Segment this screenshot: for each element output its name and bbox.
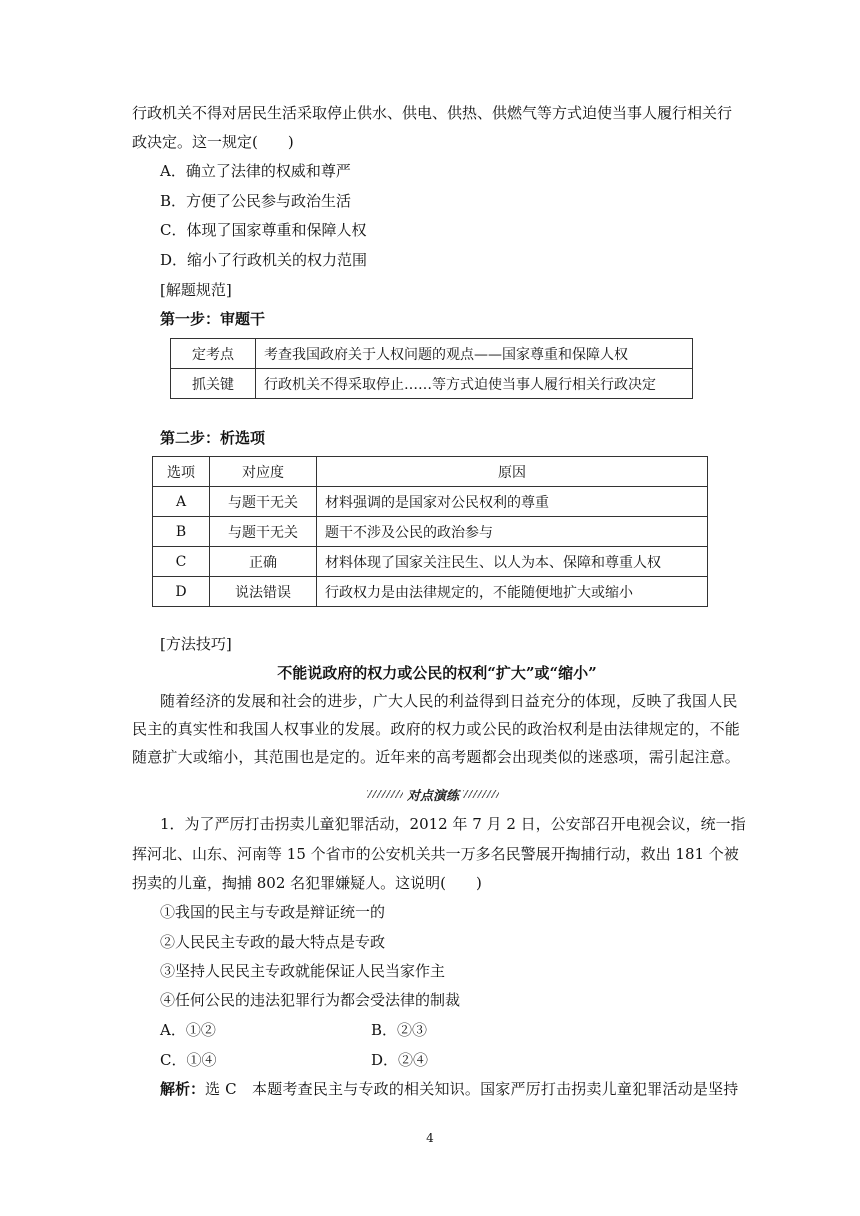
row-reason: 材料强调的是国家对公民权利的尊重	[317, 487, 708, 517]
practice-stem-line-2: 挥河北、山东、河南等 15 个省市的公安机关共一万多名民警展开掏捕行动，救出 181 个被	[132, 845, 739, 863]
row-correspondence: 正确	[210, 547, 317, 577]
row-option: D	[153, 577, 210, 607]
method-para-line-1: 随着经济的发展和社会的进步，广大人民的利益得到日益充分的体现，反映了我国人民	[160, 692, 738, 710]
choice-c: C．①④	[160, 1051, 217, 1069]
row-correspondence: 说法错误	[210, 577, 317, 607]
header-option: 选项	[153, 457, 210, 487]
analysis-label: 解析：	[160, 1080, 206, 1098]
practice-item-3: ③坚持人民民主专政就能保证人民当家作主	[160, 962, 446, 980]
option-a: A．确立了法律的权威和尊严	[160, 162, 351, 180]
row-correspondence: 与题干无关	[210, 517, 317, 547]
analysis-line	[160, 1078, 770, 1100]
step1-value: 考查我国政府关于人权问题的观点——国家尊重和保障人权	[256, 339, 693, 369]
method-para-line-2: 民主的真实性和我国人权事业的发展。政府的权力或公民的政治权利是由法律规定的，不能	[132, 720, 741, 738]
row-option: A	[153, 487, 210, 517]
practice-item-4: ④任何公民的违法犯罪行为都会受法律的制裁	[160, 991, 461, 1009]
practice-banner	[364, 786, 502, 802]
table-row	[171, 369, 693, 399]
solution-label: [解题规范]	[160, 281, 232, 299]
page-number: 4	[426, 1131, 434, 1145]
practice-stem-line-1: 1．为了严厉打击拐卖儿童犯罪活动，2012 年 7 月 2 日，公安部召开电视会议，统一指	[160, 815, 746, 833]
method-label: [方法技巧]	[160, 635, 232, 653]
practice-banner-text: 对点演练	[406, 788, 459, 804]
row-reason: 材料体现了国家关注民生、以人为本、保障和尊重人权	[317, 547, 708, 577]
header-reason: 原因	[317, 457, 708, 487]
table-row	[153, 487, 708, 517]
step2-title: 第二步：析选项	[160, 429, 266, 447]
choice-d: D．②④	[371, 1051, 429, 1069]
practice-stem-line-3: 拐卖的儿童，掏捕 802 名犯罪嫌疑人。这说明( )	[132, 874, 482, 892]
row-reason: 题干不涉及公民的政治参与	[317, 517, 708, 547]
header-correspondence: 对应度	[210, 457, 317, 487]
option-b: B．方便了公民参与政治生活	[160, 192, 352, 210]
step1-key: 抓关键	[171, 369, 256, 399]
step1-table	[170, 338, 693, 399]
method-para-line-3: 随意扩大或缩小，其范围也是定的。近年来的高考题都会出现类似的迷惑项，需引起注意。	[132, 748, 741, 766]
choice-b: B．②③	[371, 1021, 428, 1039]
table-header-row	[153, 457, 708, 487]
question-stem-line-1: 行政机关不得对居民生活采取停止供水、供电、供热、供燃气等方式迫使当事人履行相关行	[132, 104, 733, 122]
question-stem-line-2: 政决定。这一规定( )	[132, 133, 294, 151]
practice-item-1: ①我国的民主与专政是辩证统一的	[160, 903, 386, 921]
table-row	[171, 339, 693, 369]
step1-value: 行政机关不得采取停止……等方式迫使当事人履行相关行政决定	[256, 369, 693, 399]
row-option: B	[153, 517, 210, 547]
step2-table	[152, 456, 708, 607]
option-c: C．体现了国家尊重和保障人权	[160, 221, 367, 239]
step1-key: 定考点	[171, 339, 256, 369]
step1-title: 第一步：审题干	[160, 310, 266, 328]
row-correspondence: 与题干无关	[210, 487, 317, 517]
choice-a: A．①②	[160, 1021, 216, 1039]
table-row	[153, 547, 708, 577]
row-reason: 行政权力是由法律规定的，不能随便地扩大或缩小	[317, 577, 708, 607]
method-title: 不能说政府的权力或公民的权利“扩大”或“缩小”	[277, 664, 597, 682]
hatch-decoration-icon	[463, 790, 499, 798]
table-row	[153, 577, 708, 607]
analysis-text: 选 C 本题考查民主与专政的相关知识。国家严厉打击拐卖儿童犯罪活动是坚持	[205, 1080, 739, 1098]
row-option: C	[153, 547, 210, 577]
practice-item-2: ②人民民主专政的最大特点是专政	[160, 933, 386, 951]
option-d: D．缩小了行政机关的权力范围	[160, 251, 368, 269]
hatch-decoration-icon	[367, 790, 403, 798]
table-row	[153, 517, 708, 547]
